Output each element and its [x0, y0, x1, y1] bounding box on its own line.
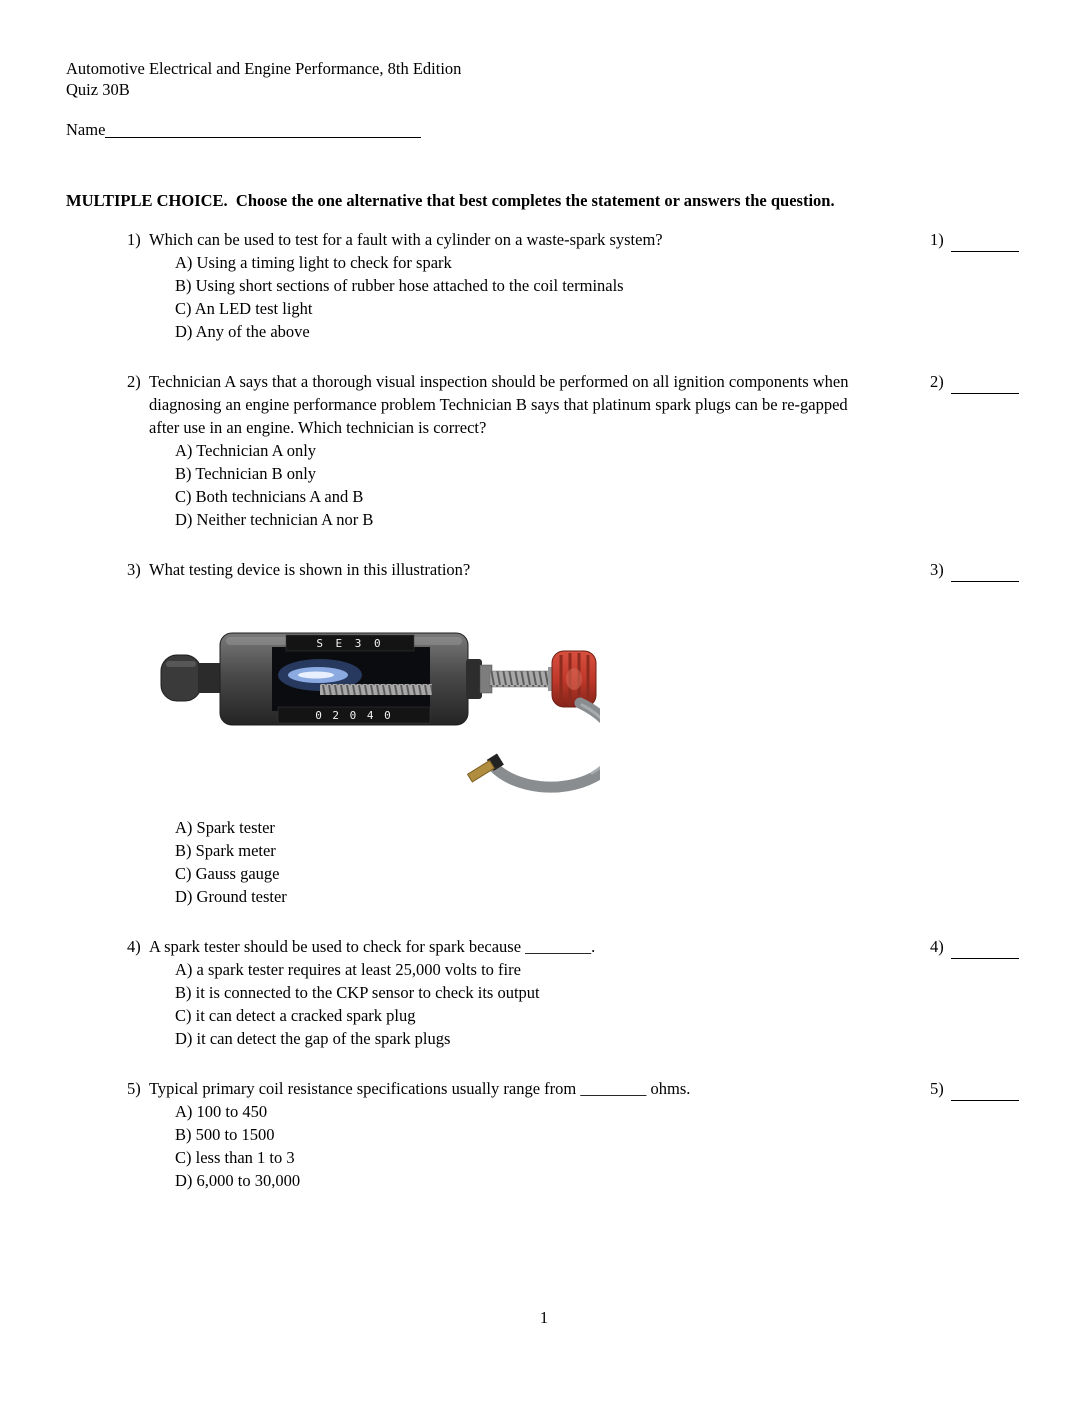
question-number: 4) [127, 937, 141, 956]
choices-list [175, 1100, 867, 1192]
question-line [127, 558, 867, 581]
document-subtitle: Quiz 30B [66, 80, 130, 99]
choice-item: B) it is connected to the CKP sensor to check its output [175, 983, 540, 1002]
answer-slot [930, 935, 1025, 1050]
document-header [66, 58, 1088, 100]
choice-item: C) Gauss gauge [175, 864, 280, 883]
question-line [127, 935, 867, 958]
choice-item: D) 6,000 to 30,000 [175, 1171, 301, 1190]
choices-list [175, 439, 867, 531]
question-text: A spark tester should be used to check for spark because ________. [149, 937, 596, 956]
choice-item: B) Spark meter [175, 841, 276, 860]
question-text: Technician A says that a thorough visual inspection should be performed on all ignition components when diagnosing an engine performance problem Technician B says that platinum spark plugs can be re-gapped after use in an engine. Which technician is correct? [149, 372, 849, 437]
answer-number: 1) [930, 230, 944, 249]
answer-blank[interactable] [951, 235, 1019, 252]
answer-number: 4) [930, 937, 944, 956]
instructions-heading: MULTIPLE CHOICE. Choose the one alternative that best completes the statement or answers the question. [66, 191, 835, 210]
question-main [127, 370, 867, 531]
tester-wire [466, 703, 600, 787]
choice-item: C) it can detect a cracked spark plug [175, 1006, 416, 1025]
answer-number: 3) [930, 560, 944, 579]
answer-blank[interactable] [951, 565, 1019, 582]
choice-item: B) 500 to 1500 [175, 1125, 275, 1144]
choice-item: D) Any of the above [175, 322, 310, 341]
choice-item: B) Using short sections of rubber hose attached to the coil terminals [175, 276, 624, 295]
name-row [66, 118, 1088, 141]
choice-item: D) Ground tester [175, 887, 287, 906]
name-label: Name [66, 120, 106, 139]
question-text: What testing device is shown in this illustration? [149, 560, 471, 579]
question-number: 1) [127, 230, 141, 249]
question-line [127, 1077, 867, 1100]
scale-top-label: S E 3 0 [316, 637, 384, 650]
answer-slot [930, 228, 1025, 343]
scale-bottom-label: 0 2 0 4 0 [315, 709, 393, 722]
question-line [127, 228, 867, 251]
question-main [127, 228, 867, 343]
question-text: Which can be used to test for a fault with a cylinder on a waste-spark system? [149, 230, 663, 249]
question-block [127, 370, 1025, 531]
question-number: 3) [127, 560, 141, 579]
answer-slot [930, 370, 1025, 531]
choice-item: D) it can detect the gap of the spark plugs [175, 1029, 451, 1048]
thumb-screw [548, 651, 596, 707]
question-block [127, 935, 1025, 1050]
question-main [127, 1077, 867, 1192]
choice-item: A) a spark tester requires at least 25,000 volts to fire [175, 960, 521, 979]
choice-item: D) Neither technician A nor B [175, 510, 374, 529]
answer-slot [930, 558, 1025, 908]
question-main [127, 558, 867, 908]
choice-item: A) 100 to 450 [175, 1102, 268, 1121]
choice-item: A) Technician A only [175, 441, 317, 460]
choice-item: B) Technician B only [175, 464, 317, 483]
question-main [127, 935, 867, 1050]
document-title: Automotive Electrical and Engine Performance, 8th Edition [66, 59, 462, 78]
question-number: 5) [127, 1079, 141, 1098]
choice-item: A) Spark tester [175, 818, 275, 837]
question-number: 2) [127, 372, 141, 391]
question-block [127, 228, 1025, 343]
question-block [127, 558, 1025, 908]
question-line [127, 370, 867, 439]
choice-item: A) Using a timing light to check for spark [175, 253, 452, 272]
tester-grip [161, 655, 224, 701]
choice-item: C) An LED test light [175, 299, 313, 318]
choice-item: C) Both technicians A and B [175, 487, 364, 506]
answer-number: 2) [930, 372, 944, 391]
threaded-rod [466, 659, 552, 699]
name-blank[interactable] [105, 121, 421, 138]
question-text: Typical primary coil resistance specifications usually range from ________ ohms. [149, 1079, 691, 1098]
spark-tester-image [160, 605, 600, 800]
page-number: 1 [539, 1308, 549, 1327]
answer-number: 5) [930, 1079, 944, 1098]
answer-slot [930, 1077, 1025, 1192]
choices-list [175, 816, 867, 908]
spark-window [272, 647, 432, 711]
answer-blank[interactable] [951, 377, 1019, 394]
answer-blank[interactable] [951, 1084, 1019, 1101]
choices-list [175, 251, 867, 343]
choices-list [175, 958, 867, 1050]
question-block [127, 1077, 1025, 1192]
answer-blank[interactable] [951, 942, 1019, 959]
spark-tester-illustration [160, 605, 600, 800]
question-list [127, 228, 1025, 1192]
choice-item: C) less than 1 to 3 [175, 1148, 295, 1167]
